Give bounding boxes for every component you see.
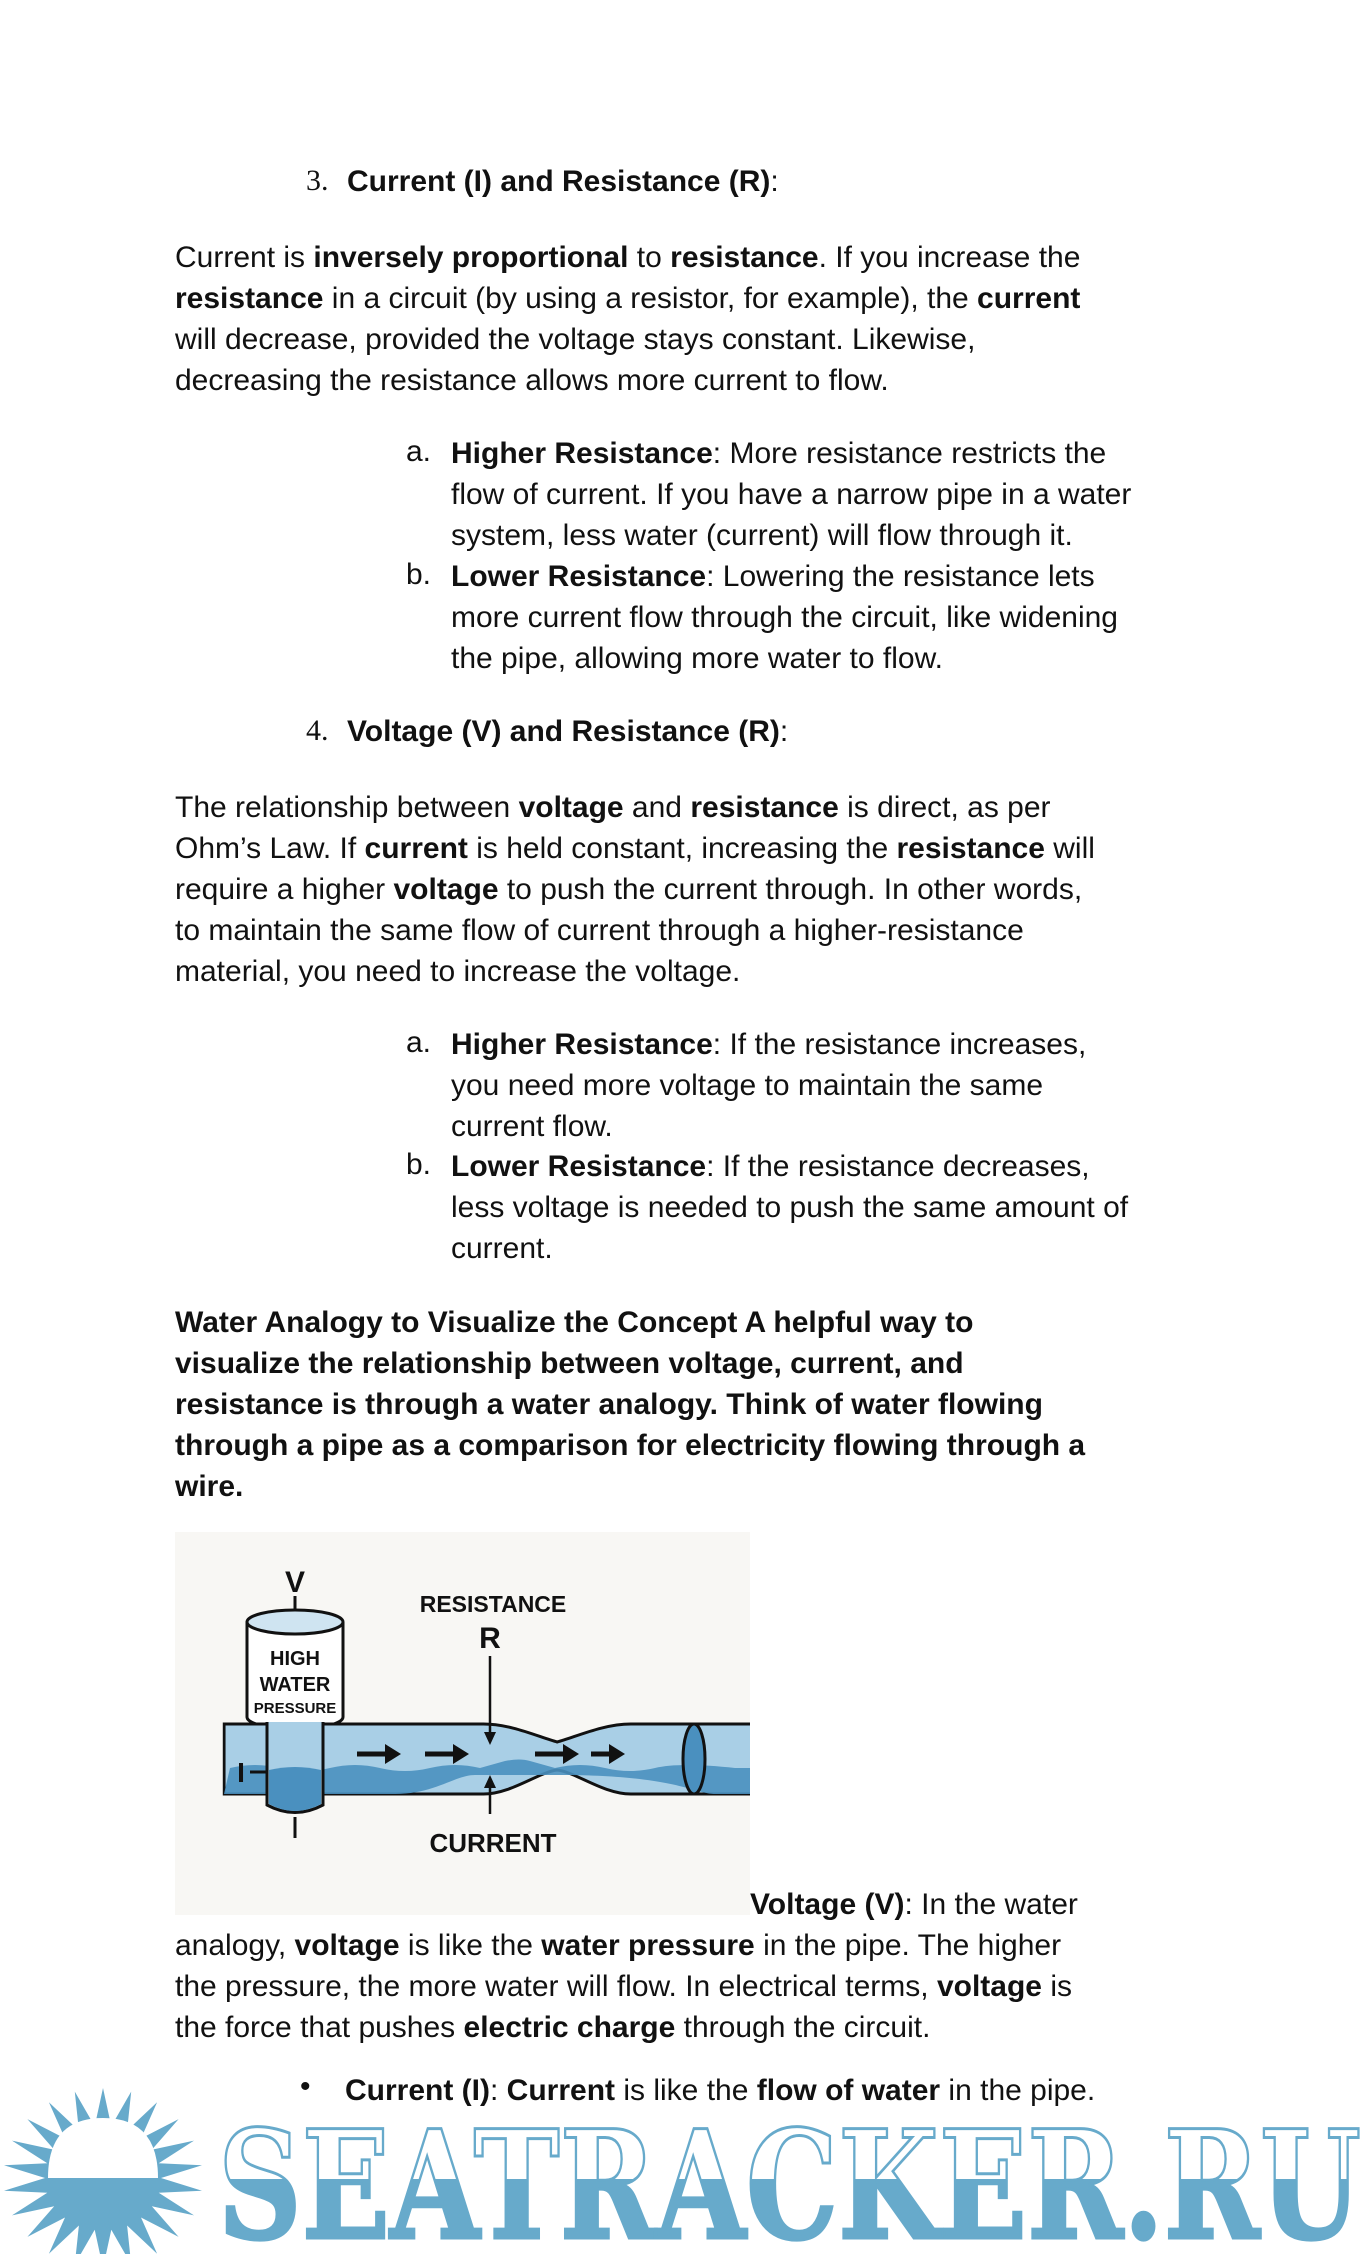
text-run: you need more voltage to maintain the same xyxy=(451,1069,1044,1102)
text-run: to push the current through. In other words, xyxy=(498,873,1083,906)
text-run: flow of current. If you have a narrow pipe in a water xyxy=(451,478,1132,511)
text-line xyxy=(175,1925,1072,1966)
down-pipe-water xyxy=(269,1767,321,1811)
text-line xyxy=(451,515,1131,556)
tank-label-line: PRESSURE xyxy=(253,1700,337,1717)
text-run: the pipe, allowing more water to flow. xyxy=(451,642,943,675)
text-run: The relationship between xyxy=(175,791,519,824)
bold-text: water pressure xyxy=(541,1929,755,1962)
watermark-text: SEATRACKER.RU xyxy=(218,2098,1361,2254)
item-marker: a. xyxy=(406,435,432,468)
list-number-4: 4. xyxy=(306,714,329,747)
text-run: is like the xyxy=(615,2074,757,2107)
section4-item-b xyxy=(451,1146,1128,1269)
section3-item-b xyxy=(451,556,1118,679)
bold-text: Current xyxy=(506,2074,616,2107)
bold-text: resistance xyxy=(175,282,324,315)
bold-text: voltage xyxy=(393,873,499,906)
text-run: is direct, as per xyxy=(838,791,1051,824)
text-line xyxy=(451,433,1131,474)
tank-label-line: HIGH xyxy=(270,1648,320,1670)
bold-text: Higher Resistance xyxy=(451,437,713,470)
text-line xyxy=(451,556,1118,597)
text-run: Current is xyxy=(175,241,314,274)
section4-heading xyxy=(347,711,788,752)
text-run: less voltage is needed to push the same amount of xyxy=(451,1191,1129,1224)
text-run: . If you increase the xyxy=(818,241,1081,274)
text-line xyxy=(451,597,1118,638)
text-run: : In the water xyxy=(904,1888,1078,1921)
text-line xyxy=(175,869,1095,910)
text-run: current. xyxy=(451,1232,553,1265)
text-run: : More resistance restricts the xyxy=(712,437,1107,470)
bold-text: Lower Resistance xyxy=(451,560,707,593)
text-run: the force that pushes xyxy=(175,2011,464,2044)
text-run: to maintain the same flow of current through a higher-resistance xyxy=(175,914,1024,947)
water-analogy-paragraph xyxy=(175,1302,1085,1507)
bold-text: wire. xyxy=(175,1470,244,1503)
bullet-marker: • xyxy=(300,2070,311,2103)
text-line xyxy=(175,1966,1072,2007)
section3-paragraph xyxy=(175,237,1080,401)
water-analogy-diagram xyxy=(175,1532,750,1915)
text-line xyxy=(451,1146,1128,1187)
bold-text: Voltage (V) xyxy=(750,1888,905,1921)
voltage-paragraph-first xyxy=(750,1884,1078,1925)
text-run: : Lowering the resistance lets xyxy=(706,560,1095,593)
bold-text: Voltage (V) and Resistance (R) xyxy=(347,715,780,748)
text-run: current flow. xyxy=(451,1110,613,1143)
text-run: : If the resistance decreases, xyxy=(706,1150,1090,1183)
text-line xyxy=(451,1106,1086,1147)
text-line xyxy=(451,1065,1086,1106)
text-run: Ohm’s Law. If xyxy=(175,832,365,865)
text-line xyxy=(451,1187,1128,1228)
text-line xyxy=(175,1425,1085,1466)
seatracker-watermark xyxy=(0,2078,1369,2254)
bold-text: inversely proportional xyxy=(313,241,629,274)
text-run: : xyxy=(779,715,789,748)
bold-text: Lower Resistance xyxy=(451,1150,707,1183)
voltage-paragraph xyxy=(175,1925,1072,2048)
text-line xyxy=(175,910,1095,951)
text-line xyxy=(451,1024,1086,1065)
text-run: : If the resistance increases, xyxy=(712,1028,1087,1061)
text-line xyxy=(175,1343,1085,1384)
bold-text: resistance is through a water analogy. Think of water flowing xyxy=(175,1388,1043,1421)
bold-text: current xyxy=(977,282,1081,315)
bold-text: resistance xyxy=(670,241,819,274)
resistance-label: RESISTANCE xyxy=(419,1591,567,1617)
text-run: in a circuit (by using a resistor, for example), the xyxy=(323,282,978,315)
text-line xyxy=(175,787,1095,828)
text-run: will decrease, provided the voltage stays constant. Likewise, xyxy=(175,323,976,356)
sun-logo-icon xyxy=(4,2088,202,2254)
text-line xyxy=(175,951,1095,992)
bold-text: voltage xyxy=(294,1929,400,1962)
tank-label-line: WATER xyxy=(259,1674,331,1696)
text-run: through the circuit. xyxy=(675,2011,931,2044)
item-marker: a. xyxy=(406,1026,432,1059)
text-line xyxy=(750,1884,1078,1925)
text-run: is held constant, increasing the xyxy=(467,832,897,865)
list-number-3: 3. xyxy=(306,164,329,197)
section4-item-a xyxy=(451,1024,1086,1147)
item-marker: b. xyxy=(406,1148,432,1181)
text-run: material, you need to increase the voltage. xyxy=(175,955,741,988)
bold-text: resistance xyxy=(690,791,839,824)
bold-text: Higher Resistance xyxy=(451,1028,713,1061)
pipe-end xyxy=(683,1724,705,1794)
text-run: and xyxy=(623,791,691,824)
bold-text: electric charge xyxy=(463,2011,676,2044)
bold-text: resistance xyxy=(896,832,1045,865)
text-run: is xyxy=(1041,1970,1072,2003)
text-line xyxy=(175,319,1080,360)
text-line xyxy=(451,1228,1128,1269)
bold-text: Water Analogy to Visualize the Concept A helpful way to xyxy=(175,1306,974,1339)
text-run: analogy, xyxy=(175,1929,295,1962)
bold-text: through a pipe as a comparison for electricity flowing through a xyxy=(175,1429,1086,1462)
text-line xyxy=(175,1466,1085,1507)
text-line xyxy=(175,360,1080,401)
tank-top xyxy=(247,1610,343,1634)
text-line xyxy=(175,278,1080,319)
voltage-label: V xyxy=(284,1566,306,1599)
bold-text: current xyxy=(364,832,468,865)
bold-text: visualize the relationship between voltage, current, and xyxy=(175,1347,964,1380)
text-line xyxy=(451,474,1131,515)
bold-text: flow of water xyxy=(756,2074,941,2107)
current-label: CURRENT xyxy=(429,1828,557,1858)
text-run: to xyxy=(628,241,671,274)
text-line xyxy=(451,638,1118,679)
bold-text: voltage xyxy=(936,1970,1042,2003)
item-marker: b. xyxy=(406,558,432,591)
text-run: will xyxy=(1044,832,1095,865)
text-run: require a higher xyxy=(175,873,394,906)
bold-text: Current (I) xyxy=(345,2074,490,2107)
bold-text: Current (I) and Resistance (R) xyxy=(347,165,771,198)
text-run: in the pipe. xyxy=(940,2074,1096,2107)
text-run: the pressure, the more water will flow. In electrical terms, xyxy=(175,1970,937,2003)
text-line xyxy=(175,1384,1085,1425)
section3-heading xyxy=(347,161,779,202)
text-run: in the pipe. The higher xyxy=(754,1929,1062,1962)
text-run: system, less water (current) will flow through it. xyxy=(451,519,1073,552)
text-run: decreasing the resistance allows more current to flow. xyxy=(175,364,889,397)
text-run: : xyxy=(770,165,779,198)
section4-paragraph xyxy=(175,787,1095,992)
text-line xyxy=(175,2007,1072,2048)
text-line xyxy=(175,1302,1085,1343)
text-line xyxy=(175,237,1080,278)
text-run: : xyxy=(490,2074,507,2107)
text-run: is like the xyxy=(399,1929,542,1962)
r-label: R xyxy=(479,1622,501,1655)
current-i-label: I xyxy=(237,1757,245,1788)
bold-text: voltage xyxy=(518,791,624,824)
text-run: more current flow through the circuit, like widening xyxy=(451,601,1118,634)
text-line xyxy=(175,828,1095,869)
section3-item-a xyxy=(451,433,1131,556)
